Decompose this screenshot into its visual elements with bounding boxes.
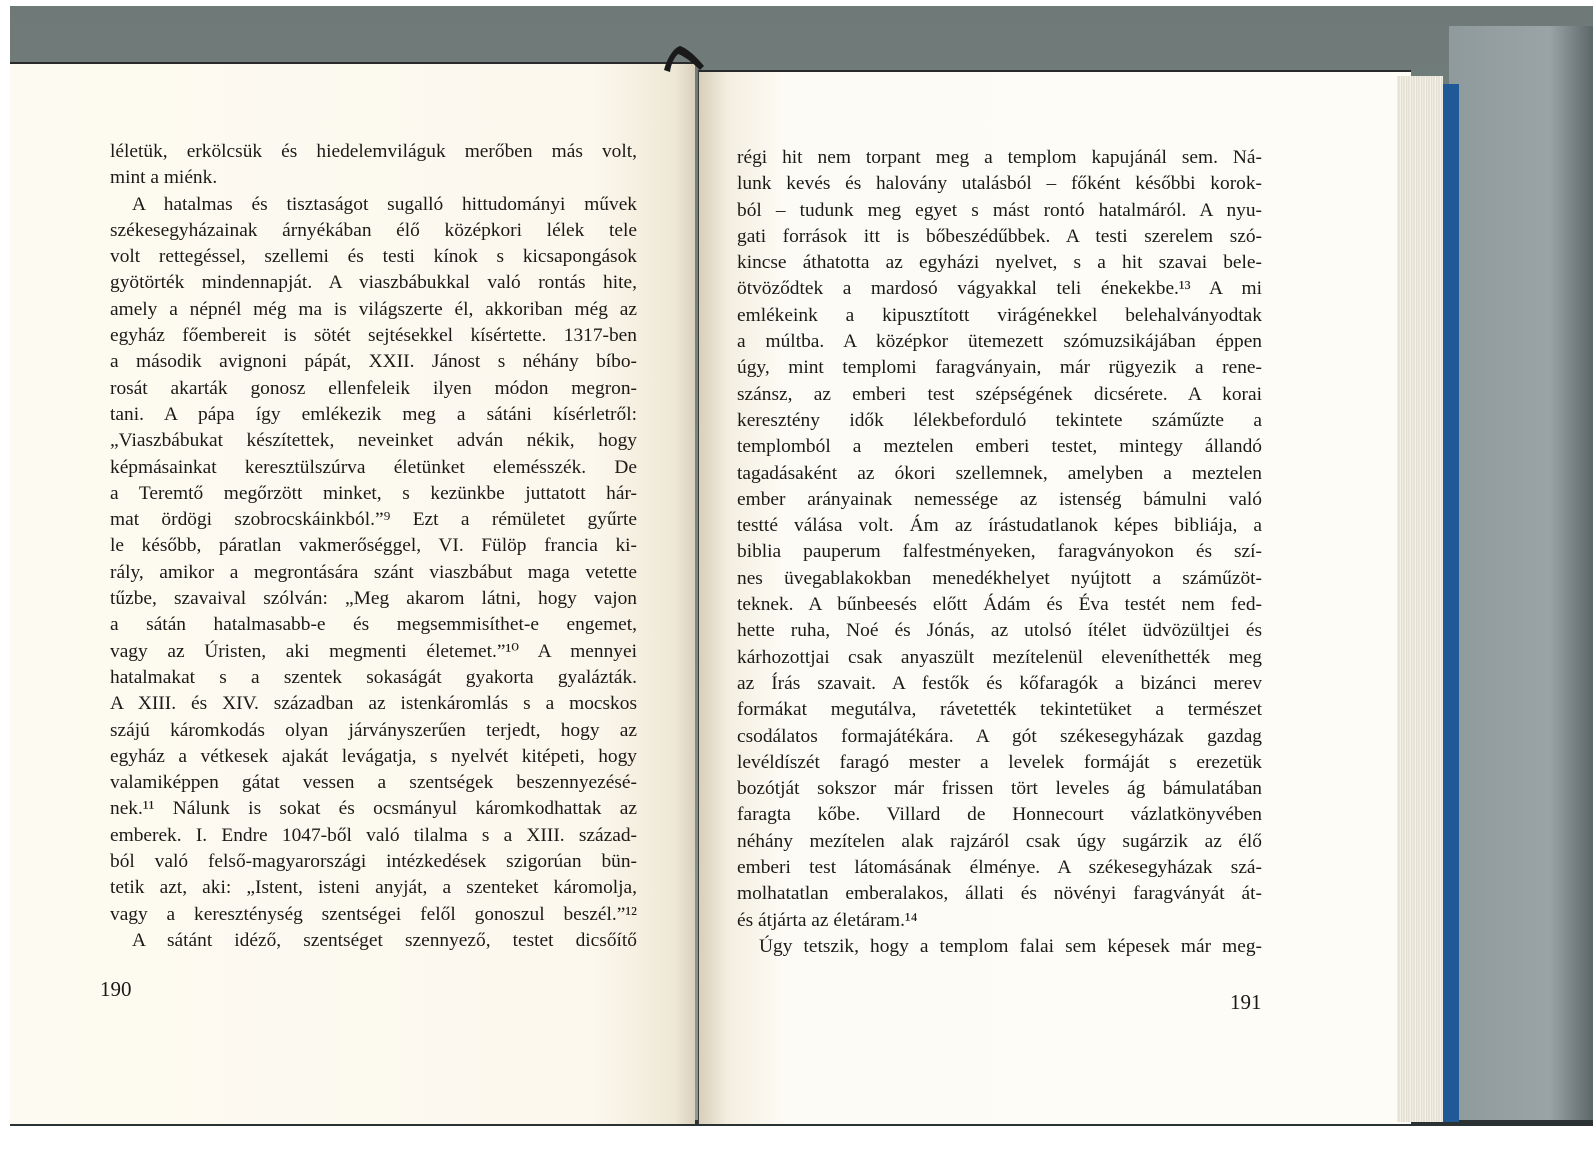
text-line: egyház a vétkesek ajakát levágatja, s nyelvét kitépeti, hogy [110, 745, 637, 767]
text-line: mat ördögi szobrocskáinkból.”⁹ Ezt a rémületet gyűrte [110, 509, 637, 531]
text-line: nek.¹¹ Nálunk is sokat és ocsmányul káromkodhattak az [110, 798, 637, 820]
text-line: székesegyházainak árnyékában élő középkori lélek tele [110, 219, 637, 241]
text-line: lunk kevés és halovány utalásból – főként későbbi korok- [737, 173, 1262, 195]
text-line: mint a miénk. [110, 167, 218, 189]
text-line: ötvöződtek a mardosó vágyakkal teli énekekbe.¹³ A mi [737, 278, 1262, 300]
text-line: ból való felső-magyarországi intézkedések szigorúan bün- [110, 851, 637, 873]
text-line: emberi test látomásának élménye. A székesegyházak szá- [737, 857, 1262, 879]
text-line: kárhozottjai csak anyaszült mezítelenül eleveníthették meg [737, 646, 1262, 668]
text-line: néhány mezítelen alak rajzáról csak úgy sugárzik az élő [737, 830, 1262, 852]
text-line: templomból a meztelen emberi testet, mintegy állandó [737, 436, 1262, 458]
text-line: faragta kőbe. Villard de Honnecourt vázlatkönyvében [737, 804, 1262, 826]
text-line: kincse áthatotta az egyházi nyelvet, s a hit szavai bele- [737, 252, 1262, 274]
text-line: gati források itt is bőbeszédűbbek. A testi szerelem szó- [737, 225, 1262, 247]
text-line: a múltba. A középkor ütemezett szómuzsikájában éppen [737, 331, 1262, 353]
book-cover [1443, 84, 1459, 1122]
text-line: rosát akarták gonosz ellenfeleik ilyen módon megron- [110, 377, 637, 399]
right-page-text [737, 145, 1262, 960]
text-line: testté válása volt. Ám az írástudatlanok képes bibliája, a [737, 515, 1262, 537]
text-line: biblia pauperum falfestményeken, faragványokon és szí- [737, 541, 1262, 563]
text-line: le később, páratlan vakmerőséggel, VI. Fülöp francia ki- [110, 535, 637, 557]
text-line: emlékeink a kipusztított virágénekkel belehalványodtak [737, 304, 1262, 326]
text-line: és átjárta az életáram.¹⁴ [737, 909, 918, 931]
text-line: szájú káromkodás olyan járványszerűen terjedt, hogy az [110, 719, 637, 741]
text-line: a sátán hatalmasabb-e és megsemmisíthet-e engemet, [110, 614, 637, 636]
bookmark-ribbon-icon [660, 44, 706, 72]
text-line: valamiképpen gátat vessen a szentségek beszennyezésé- [110, 772, 637, 794]
text-line: ember arányainak nemessége az istenség bámulni való [737, 488, 1262, 510]
text-line: nes üvegablakokban menedékhelyet nyújtott a száműzöt- [737, 567, 1262, 589]
text-line: a Teremtő megőrzött minket, s kezünkbe juttatott hár- [110, 482, 637, 504]
text-line: A hatalmas és tisztaságot sugalló hittudományi művek [132, 193, 637, 215]
text-line: hette ruha, Noé és Jónás, az utolsó ítélet üdvözültjei és [737, 620, 1262, 642]
text-line: „Viaszbábukat készítettek, neveinket adván nékik, hogy [110, 430, 637, 452]
text-line: szánsz, az emberi test szépségének dicsérete. A korai [737, 383, 1262, 405]
text-line: molhatatlan emberalakos, állati és növényi faragványát át- [737, 883, 1262, 905]
text-line: volt rettegéssel, szellemi és testi kínok s kicsapongások [110, 246, 637, 268]
text-line: úgy, mint templomi faragványain, már rügyezik a rene- [737, 357, 1262, 379]
text-line: vagy a kereszténység szentségei felől gonoszul beszél.”¹² [110, 903, 637, 925]
text-line: tani. A pápa így emlékezik meg a sátáni kísérletről: [110, 403, 637, 425]
text-line: teknek. A bűnbeesés előtt Ádám és Éva testét nem fed- [737, 594, 1262, 616]
text-line: gyötörték mindennapját. A viaszbábukkal való rontás hite, [110, 272, 637, 294]
text-line: az Írás szavait. A festők és kőfaragók a bizánci merev [737, 672, 1262, 694]
text-line: amely a népnél még ma is világszerte él, akkoriban még az [110, 298, 637, 320]
text-line: tagadásaként az ókori szellemnek, amelyben a meztelen [737, 462, 1262, 484]
text-line: léletük, erkölcsük és hiedelemviláguk merőben más volt, [110, 141, 637, 162]
text-line: ból – tudunk meg egyet s mást rontó hatalmáról. A nyu- [737, 199, 1262, 221]
text-line: csodálatos formajátékára. A gót székesegyházak gazdag [737, 725, 1262, 747]
text-line: emberek. I. Endre 1047-ből való tilalma s a XIII. század- [110, 824, 637, 846]
text-line: vagy az Úristen, aki megmenti életemet.”¹⁰ A mennyei [110, 640, 637, 662]
text-line: tűzbe, szavaival szólván: „Meg akarom látni, hogy vajon [110, 588, 637, 610]
page-edges [1397, 76, 1443, 1122]
text-line: a második avignoni pápát, XXII. Jánost s néhány bíbo- [110, 351, 637, 373]
text-line: levéldíszét faragó mester a levelek formáját s erezetük [737, 751, 1262, 773]
text-line: A sátánt idéző, szentséget szennyező, testet dicsőítő [132, 929, 637, 951]
text-line: hatalmakat s a szentek sokaságát gyakorta gyalázták. [110, 666, 637, 688]
left-page-text [110, 139, 637, 954]
cover-shadow [1449, 26, 1593, 1120]
text-line: A XIII. és XIV. században az istenkáromlás s a mocskos [110, 693, 637, 715]
text-line: egyház főembereit is sötét sejtésekkel kísértette. 1317-ben [110, 325, 637, 347]
text-line: rály, amikor a megrontására szánt viaszbábut maga vetette [110, 561, 637, 583]
page-number-right: 191 [1230, 990, 1262, 1014]
text-line: tetik azt, aki: „Istent, isteni anyját, a szenteket káromolja, [110, 877, 637, 899]
text-line: képmásainkat keresztülszúrva életünket elemésszék. De [110, 456, 637, 478]
text-line: keresztény idők lélekbeforduló tekintete száműzte a [737, 409, 1262, 431]
text-line: formákat megutálva, rávetették tekintetüket a természet [737, 699, 1262, 721]
text-line: régi hit nem torpant meg a templom kapujánál sem. Ná- [737, 147, 1262, 168]
text-line: Úgy tetszik, hogy a templom falai sem képesek már meg- [759, 935, 1262, 957]
text-line: bozótját sokszor már frissen tört leveles ág bámulatában [737, 778, 1262, 800]
page-number-left: 190 [100, 977, 132, 1001]
